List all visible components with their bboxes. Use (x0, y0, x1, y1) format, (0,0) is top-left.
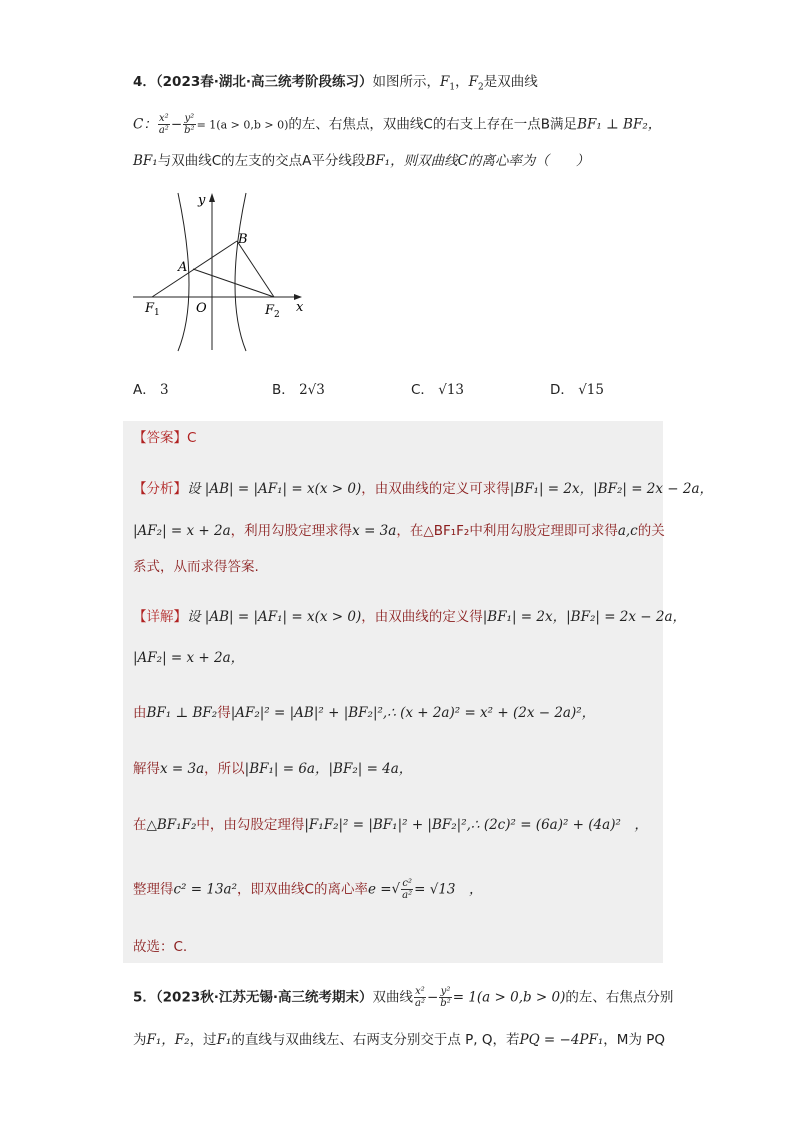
q5-line-1: 5．（2023秋·江苏无锡·高三统考期末）双曲线 $\frac{\text{x²}}{\text{a²}}$ − $\frac{\text{y²}}{\text{b²}}$ = 1(a > 0,b > 0)的左、右焦点分别 (133, 986, 674, 1009)
q4-eq-cond: = 1(a > 0,b > 0) (196, 118, 289, 132)
q4-line3-end: BF₁，则双曲线C的离心率为（ ） (365, 153, 590, 169)
q5-source: （2023秋·江苏无锡·高三统考期末） (155, 989, 373, 1006)
q4-line2-text: 的左、右焦点，双曲线C的右支上存在一点B满足 (288, 116, 578, 133)
detail-line-2: |AF₂| = x + 2a， (133, 650, 245, 666)
label-y: y (198, 193, 206, 208)
q4-line-2: C： $\frac{\text{x²}}{\text{a²}}$ − $\frac{\text{y²}}{\text{b²}}$ = 1(a > 0,b > 0)的左、右焦点，双曲线C的右支上存在一点B满足BF₁ ⊥ BF₂， (133, 113, 662, 136)
detail-line-1: 【详解】设 |AB| = |AF₁| = x(x > 0)，由双曲线的定义得|BF₁| = 2x，|BF₂| = 2x − 2a， (133, 609, 687, 625)
q4-line-3 (133, 151, 589, 171)
option-d[interactable]: D． √15 (550, 382, 604, 398)
q4-line3-text: 与双曲线C的左支的交点A平分线段 (157, 153, 366, 169)
analysis-line-3: 系式，从而求得答案. (133, 559, 259, 575)
q4-line-1: 4．（2023春·湖北·高三统考阶段练习）如图所示，$F_1$，$F_2$是双曲线 (133, 74, 538, 93)
q4-intro: 如图所示， (372, 74, 440, 90)
detail-label: 【详解】 (133, 609, 187, 625)
q4-eq-prefix: C： (133, 116, 157, 133)
answer-value: C (187, 430, 197, 446)
answer-label: 【答案】 (133, 430, 187, 446)
q4-number: 4． (133, 74, 156, 90)
detail-line-4: 解得x = 3a，所以|BF₁| = 6a，|BF₂| = 4a， (133, 761, 413, 777)
y-axis-arrow (209, 193, 215, 202)
label-b: B (238, 232, 248, 247)
analysis-label: 【分析】 (133, 481, 187, 497)
option-b[interactable]: B． 2√3 (272, 382, 325, 398)
q4-foci-text: 是双曲线 (483, 74, 538, 90)
line-b-f2 (237, 241, 274, 297)
hyperbola-figure (130, 185, 315, 355)
analysis-line-2: |AF₂| = x + 2a，利用勾股定理求得x = 3a，在△BF₁F₂中利用勾股定理即可求得a,c的关 (133, 523, 665, 539)
q5-line-2: 为F₁，F₂，过F₁的直线与双曲线左、右两支分别交于点 P, Q，若PQ = −4PF₁，M为 PQ (133, 1032, 666, 1048)
detail-line-6: 整理得c² = 13a²，即双曲线C的离心率e =√ $\frac{\text{c²}}{\text{a²}}$ = √13 ， (133, 878, 483, 901)
answer-line (133, 428, 196, 448)
label-f1: $F_1$ (145, 301, 160, 318)
q4-line3-start: BF₁ (133, 153, 158, 169)
q5-number: 5． (133, 989, 156, 1006)
option-a[interactable]: A． 3 (133, 382, 169, 398)
option-c[interactable]: C． √13 (411, 382, 465, 398)
label-f2: $F_2$ (265, 303, 280, 320)
analysis-line-1: 【分析】设 |AB| = |AF₁| = x(x > 0)，由双曲线的定义可求得|BF₁| = 2x，|BF₂| = 2x − 2a， (133, 481, 714, 497)
q4-perp: BF₁ ⊥ BF₂， (577, 116, 662, 133)
detail-line-5: 在△BF₁F₂中，由勾股定理得|F₁F₂|² = |BF₁|² + |BF₂|²,∴ (2c)² = (6a)² + (4a)² ， (133, 817, 648, 833)
label-a: A (178, 260, 188, 275)
label-o: O (196, 301, 207, 316)
q4-source: （2023春·湖北·高三统考阶段练习） (155, 74, 373, 90)
line-a-f2 (193, 269, 274, 297)
right-branch (235, 193, 246, 351)
label-x: x (296, 300, 304, 315)
detail-line-3: 由BF₁ ⊥ BF₂得|AF₂|² = |AB|² + |BF₂|²,∴ (x + 2a)² = x² + (2x − 2a)²， (133, 705, 596, 721)
final-line: 故选：C. (133, 939, 188, 955)
